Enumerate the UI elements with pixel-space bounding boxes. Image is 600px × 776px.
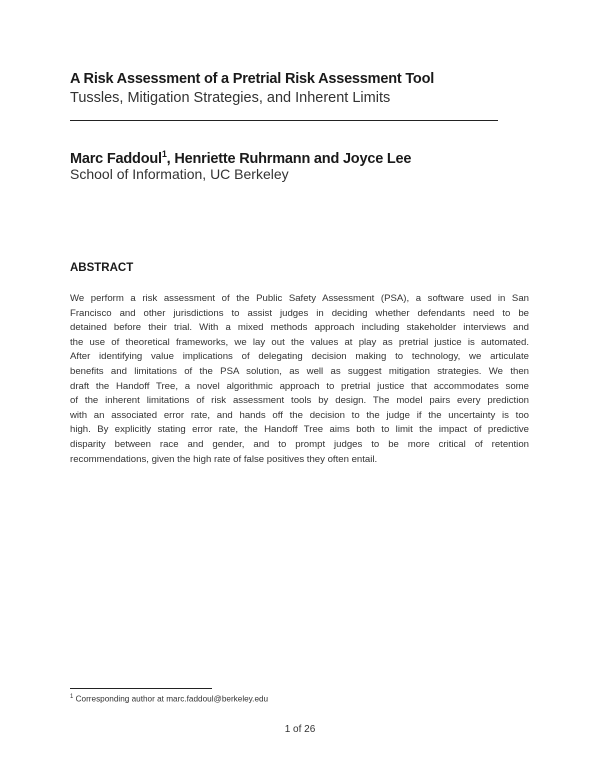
abstract-line: with an associated error rate, and hands off the decision to the judge if the uncertainty is too <box>70 409 529 421</box>
abstract-line: high. By explicitly stating error rate, the Handoff Tree aims both to limit the impact of predictive <box>70 424 529 436</box>
first-author: Marc Faddoul <box>70 150 162 167</box>
abstract-line: We perform a risk assessment of the Public Safety Assessment (PSA), a software used in San <box>70 293 529 304</box>
author-list <box>70 149 411 167</box>
co-authors: , Henriette Ruhrmann and Joyce Lee <box>166 150 412 167</box>
page-number: 1 of 26 <box>284 724 316 735</box>
footnote-text: Corresponding author at marc.faddoul@berkeley.edu <box>73 694 269 704</box>
footnote-marker: 1 <box>161 149 167 159</box>
title-divider <box>70 120 498 121</box>
abstract-line: of the inherent limitations of risk assessment tools by design. The model pairs every prediction <box>70 395 529 407</box>
abstract-line: the use of theoretical frameworks, we lay out the values at play as pretrial justice is automated. <box>70 336 529 348</box>
footnote <box>70 694 268 704</box>
affiliation: School of Information, UC Berkeley <box>70 166 289 182</box>
abstract-line: Francisco and other jurisdictions to assist judges in deciding whether defendants need to be <box>70 307 529 319</box>
footnote-mark: 1 <box>70 694 74 700</box>
abstract-line: detained before their trial. With a mixed methods approach including stakeholder interviews and <box>70 322 529 334</box>
abstract-line: draft the Handoff Tree, a novel algorithmic approach to pretrial justice that accommodates some <box>70 380 529 392</box>
abstract-heading: ABSTRACT <box>70 262 134 274</box>
paper-title: A Risk Assessment of a Pretrial Risk Assessment Tool <box>70 71 435 87</box>
abstract-line: After identifying value implications of delegating decision making to technology, we articulate <box>70 351 529 363</box>
abstract-line: disparity between race and gender, and to prompt judges to be more critical of retention <box>70 438 529 450</box>
footnote-divider <box>70 688 212 689</box>
abstract-line: benefits and limitations of the PSA solution, as well as suggest mitigation strategies. We then <box>70 365 529 377</box>
abstract-line: recommendations, given the high rate of false positives they often entail. <box>70 453 378 465</box>
paper-subtitle: Tussles, Mitigation Strategies, and Inherent Limits <box>70 90 391 106</box>
abstract-body <box>70 292 529 467</box>
